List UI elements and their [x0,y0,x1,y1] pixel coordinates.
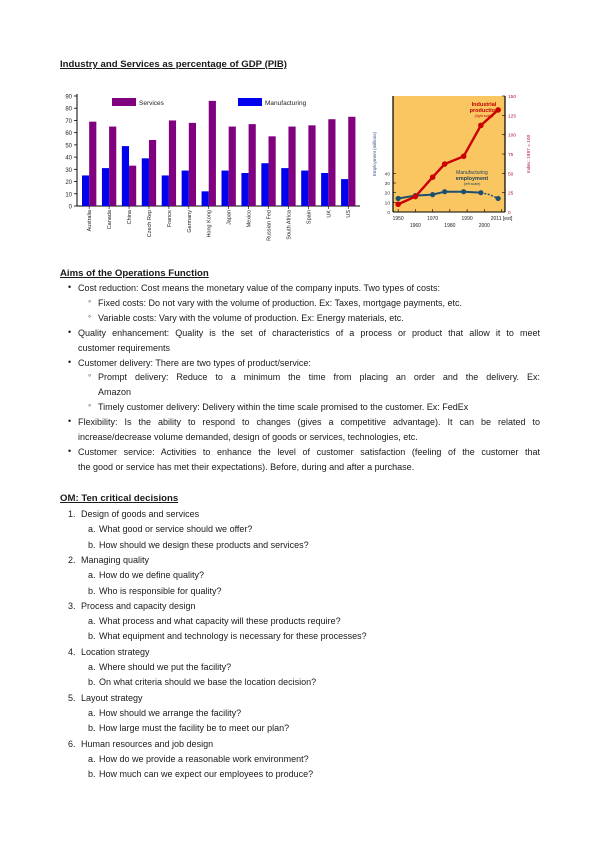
decision-sub-item: How should we design these products and services? [99,539,309,550]
aim-customer-delivery: Customer delivery: There are two types of product/service: [78,357,311,368]
series-label-industrial-2: production [469,108,499,114]
x-tick-label: 2011 [est] [490,216,513,222]
x-tick-label: Hong Kong [206,210,213,238]
decision-item: Design of goods and services [81,509,200,519]
bullet-icon: • [68,445,72,456]
decision-sub-letter: b. [88,677,96,688]
bar-services [328,119,335,206]
decision-sub-letter: b. [88,585,96,596]
point-manufacturing-employment [478,190,483,195]
decision-sub-item: How do we provide a reasonable work environment? [99,753,309,764]
right-axis-label: Index: 1997 = 100 [527,134,532,174]
decision-sub-item: On what criteria should we base the location decision? [99,677,317,688]
aim-customer-service: Customer service: Activities to enhance the level of customer satisfaction (feeling of the customer that [78,446,540,457]
x-tick-label: 1970 [427,216,439,222]
point-manufacturing-employment [396,196,401,201]
right-tick-label: 0 [508,211,511,216]
decision-number: 6. [68,738,76,749]
right-tick-label: 25 [508,191,514,197]
y-tick-label: 20 [65,180,72,187]
x-tick-label: Czech Rep [146,210,153,238]
decision-item: Location strategy [81,646,150,657]
y-tick-label: 90 [65,94,72,101]
bar-manufacturing [182,171,189,206]
aim-quality-cont: customer requirements [78,342,171,353]
point-industrial-production [395,201,401,207]
bar-manufacturing [321,173,328,206]
decision-item: Human resources and job design [81,738,214,749]
left-tick-label: 30 [384,182,390,187]
decision-sub-item: How large must the facility be to meet our plan? [99,723,290,734]
x-tick-label: Germany [186,210,193,233]
industrial-production-line-chart [368,92,538,237]
x-tick-label: China [127,210,134,225]
aim-flexibility-cont: increase/decrease volume demanded, design of goods or services, technologies, etc. [78,432,418,442]
x-tick-label: Spain [306,209,313,225]
bullet-icon: • [68,326,72,337]
right-tick-label: 75 [508,153,514,158]
bar-manufacturing [341,179,348,206]
gdp-bar-chart [55,88,365,258]
sub-bullet-icon: ◦ [88,400,92,411]
decision-sub-letter: a. [88,707,96,718]
sub-bullet-icon: ◦ [88,295,92,306]
point-industrial-production [461,154,467,160]
section-title-aims: Aims of the Operations Function [60,268,209,279]
bar-manufacturing [301,171,308,206]
left-axis-label: Employment (millions) [372,131,377,177]
bar-services [348,117,355,206]
right-tick-label: 150 [508,95,517,100]
point-manufacturing-employment [496,196,501,201]
aim-timely-delivery: Timely customer delivery: Delivery within the time scale promised to the customer. Ex: FedEx [98,402,469,413]
y-tick-label: 60 [65,131,72,138]
x-tick-label: 1960 [409,223,421,229]
left-tick-label: 20 [384,191,390,197]
legend-swatch-services [112,98,136,106]
aim-flexibility: Flexibility: Is the ability to respond to changes (gives a competitive advantage). It can be related to [78,417,540,428]
x-tick-label: US [346,210,353,218]
series-label-industrial: Industrial [471,102,497,108]
aim-cost-reduction: Cost reduction: Cost means the monetary value of the company inputs. Two types of costs: [78,283,441,293]
decision-number: 3. [68,600,76,611]
x-tick-label: 1950 [392,216,404,222]
bar-manufacturing [122,146,129,206]
decision-item: Managing quality [81,554,150,565]
point-manufacturing-employment [461,189,466,194]
decision-number: 5. [68,692,76,703]
left-tick-label: 40 [384,172,390,178]
decision-sub-letter: b. [88,769,96,780]
x-tick-label: 2000 [478,223,490,229]
decision-sub-letter: a. [88,616,96,627]
decision-sub-item: What process and what capacity will these products require? [99,616,341,627]
x-tick-label: France [166,210,173,228]
decision-sub-letter: a. [88,570,96,581]
left-tick-label: 0 [387,211,390,216]
bar-manufacturing [241,173,248,206]
bullet-icon: • [68,416,72,427]
aim-cost-type: Variable costs: Vary with the volume of production. Ex: Energy materials, etc. [98,312,404,323]
legend-swatch-manufacturing [238,98,262,106]
bar-services [169,120,176,206]
aim-cost-type: Fixed costs: Do not vary with the volume of production. Ex: Taxes, mortgage payments, etc. [98,297,463,308]
y-tick-label: 50 [65,143,72,150]
bar-manufacturing [202,191,209,206]
decision-sub-item: Where should we put the facility? [99,662,232,672]
series-sublabel-employment: (left scale) [463,182,481,186]
bar-services [269,136,276,206]
y-tick-label: 0 [68,204,72,211]
series-label-employment: Manufacturing [456,170,488,176]
right-tick-label: 100 [508,133,517,139]
decision-sub-letter: b. [88,723,96,734]
sub-bullet-icon: ◦ [88,310,92,321]
decision-sub-item: What good or service should we offer? [99,524,253,535]
decision-sub-item: How do we define quality? [99,570,205,581]
bar-services [229,127,236,206]
aim-prompt-delivery-cont: Amazon [98,387,132,398]
x-tick-label: Russian Fed [266,210,273,241]
y-tick-label: 40 [65,155,72,162]
decision-sub-letter: a. [88,662,96,672]
bar-services [249,124,256,206]
bar-services [109,127,116,206]
x-tick-label: 1990 [461,216,473,222]
bar-manufacturing [281,168,288,206]
section-title-gdp: Industry and Services as percentage of GDP (PIB) [60,59,287,70]
bar-services [149,140,156,206]
bar-services [308,125,315,206]
bar-services [209,101,216,206]
decision-item: Process and capacity design [81,600,196,611]
bar-services [89,122,96,206]
bullet-icon: • [68,282,72,292]
y-tick-label: 70 [65,118,72,125]
decision-sub-item: How should we arrange the facility? [99,707,242,718]
series-label-employment-2: employment [455,176,489,182]
decision-sub-item: How much can we expect our employees to produce? [99,769,314,780]
aim-prompt-delivery: Prompt delivery: Reduce to a minimum the time from placing an order and the delivery. Ex: [98,372,540,383]
bar-manufacturing [162,175,169,206]
bar-manufacturing [261,163,268,206]
x-tick-label: South Africa [286,210,293,240]
decision-number: 1. [68,509,76,519]
decision-sub-item: What equipment and technology is necessary for these processes? [99,631,367,642]
y-tick-label: 30 [65,167,72,174]
right-tick-label: 125 [508,114,517,120]
point-industrial-production [430,174,436,180]
section-title-decisions: OM: Ten critical decisions [60,493,179,504]
aim-quality: Quality enhancement: Quality is the set of characteristics of a process or product that allow it to meet [78,327,540,338]
decision-sub-item: Who is responsible for quality? [99,585,222,596]
decision-number: 4. [68,646,76,657]
decision-number: 2. [68,554,76,565]
point-industrial-production [413,194,419,200]
bar-manufacturing [142,158,149,206]
bar-manufacturing [102,168,109,206]
x-tick-label: 1980 [444,223,456,229]
right-tick-label: 50 [508,172,514,178]
bar-manufacturing [82,175,89,206]
bar-services [288,127,295,206]
point-industrial-production [478,123,484,129]
sub-bullet-icon: ◦ [88,370,92,381]
decision-sub-letter: b. [88,539,96,550]
aim-customer-service-cont: the good or service has met their expectations). Before, during and after a purchase. [78,461,415,472]
legend-label-services: Services [139,100,164,107]
bar-services [129,166,136,206]
decision-item: Layout strategy [81,692,143,703]
left-tick-label: 10 [384,201,390,207]
x-tick-label: Canada [107,210,114,230]
decision-sub-letter: a. [88,753,96,764]
y-tick-label: 10 [65,192,72,199]
point-industrial-production [442,161,448,167]
x-tick-label: Australia [87,210,94,232]
bar-services [189,123,196,206]
x-tick-label: Mexico [246,210,253,228]
legend-label-manufacturing: Manufacturing [265,100,307,107]
decision-sub-letter: a. [88,524,96,535]
series-sublabel-industrial: (right scale) [474,114,494,118]
x-tick-label: UK [326,210,333,218]
bar-manufacturing [222,171,229,206]
point-manufacturing-employment [430,192,435,197]
point-manufacturing-employment [442,189,447,194]
y-tick-label: 80 [65,106,72,113]
decision-sub-letter: b. [88,631,96,642]
x-tick-label: Japan [226,210,233,225]
bullet-icon: • [68,356,72,367]
